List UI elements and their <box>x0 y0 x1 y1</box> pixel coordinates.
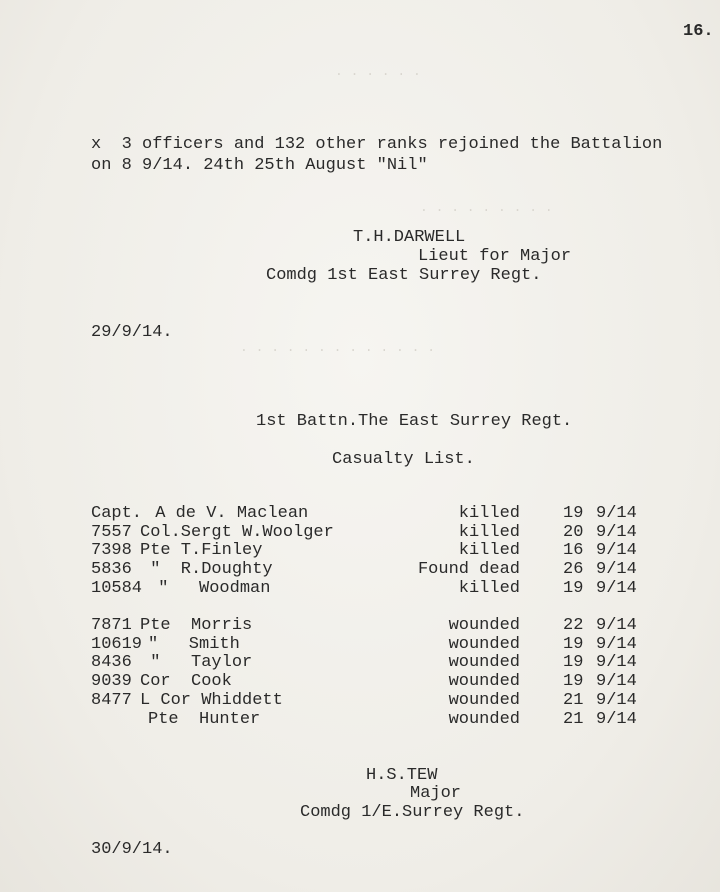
casualty-row <box>0 653 720 672</box>
casualty-row <box>0 504 720 523</box>
casualty-month: 9/14 <box>596 709 637 729</box>
casualty-month: 9/14 <box>596 560 637 580</box>
casualty-month: 9/14 <box>596 504 637 523</box>
service-number: 7557 <box>91 522 132 542</box>
casualty-status: wounded <box>448 690 520 710</box>
casualty-row <box>0 541 720 560</box>
casualty-month: 9/14 <box>596 541 637 561</box>
casualty-row <box>0 710 720 729</box>
casualty-name: " Woodman <box>148 578 271 598</box>
service-number: 7398 <box>91 541 132 561</box>
casualty-day: 20 <box>563 522 584 542</box>
casualty-name: " Taylor <box>140 653 253 673</box>
casualty-status: wounded <box>448 709 520 729</box>
casualty-name: L Cor Whiddett <box>140 690 283 710</box>
casualty-day: 26 <box>563 560 584 580</box>
casualty-row <box>0 579 720 598</box>
casualty-row <box>0 616 720 635</box>
casualty-month: 9/14 <box>596 690 637 710</box>
casualty-month: 9/14 <box>596 634 637 654</box>
casualty-month: 9/14 <box>596 672 637 692</box>
casualty-name: " R.Doughty <box>140 560 273 580</box>
casualty-day: 19 <box>563 634 584 654</box>
casualty-status: wounded <box>448 672 520 692</box>
casualty-name: Pte Morris <box>140 616 253 635</box>
casualty-name: A de V. Maclean <box>145 504 309 523</box>
casualty-row <box>0 523 720 542</box>
casualty-status: killed <box>458 522 520 542</box>
casualty-month: 9/14 <box>596 522 637 542</box>
service-number: 10619 <box>91 634 143 654</box>
casualty-day: 21 <box>563 690 584 710</box>
casualty-day: 22 <box>563 616 584 635</box>
signature-name: H.S.TEW <box>366 766 438 785</box>
signature-rank: Major <box>410 784 462 803</box>
casualty-day: 19 <box>563 653 584 673</box>
casualty-name: Col.Sergt W.Woolger <box>140 522 334 542</box>
casualty-status: wounded <box>448 616 520 635</box>
bleed-through-mark: . . . . . . <box>335 64 421 79</box>
service-number: 9039 <box>91 672 132 692</box>
casualty-row <box>0 672 720 691</box>
bleed-through-mark: . . . . . . . . . <box>420 200 553 215</box>
service-number: 8477 <box>91 690 132 710</box>
page-number: 16. <box>683 22 714 41</box>
casualty-day: 16 <box>563 541 584 561</box>
casualty-day: 19 <box>563 672 584 692</box>
casualty-month: 9/14 <box>596 578 637 598</box>
casualty-row <box>0 635 720 654</box>
signature-command: Comdg 1/E.Surrey Regt. <box>300 803 525 822</box>
date-1: 29/9/14. <box>91 323 173 342</box>
date-2: 30/9/14. <box>91 840 173 859</box>
casualty-month: 9/14 <box>596 616 637 635</box>
service-number: Capt. <box>91 504 143 523</box>
casualty-day: 19 <box>563 578 584 598</box>
signature-command: Comdg 1st East Surrey Regt. <box>266 266 542 285</box>
casualty-status: Found dead <box>417 560 520 580</box>
signature-name: T.H.DARWELL <box>353 228 466 247</box>
casualty-day: 19 <box>563 504 584 523</box>
note-line-1: x 3 officers and 132 other ranks rejoined the Battalion <box>91 135 663 154</box>
service-number: 7871 <box>91 616 132 635</box>
bleed-through-mark: . . . . . . . . . . . . . <box>240 340 436 355</box>
casualty-day: 21 <box>563 709 584 729</box>
service-number: 10584 <box>91 578 143 598</box>
list-title: Casualty List. <box>332 450 475 469</box>
casualty-name: Pte Hunter <box>148 709 261 729</box>
casualty-row <box>0 691 720 710</box>
unit-heading: 1st Battn.The East Surrey Regt. <box>256 412 573 431</box>
signature-rank: Lieut for Major <box>418 247 572 266</box>
casualty-status: killed <box>458 578 520 598</box>
service-number: 8436 <box>91 653 132 673</box>
note-line-2: on 8 9/14. 24th 25th August "Nil" <box>91 156 428 175</box>
service-number: 5836 <box>91 560 132 580</box>
casualty-status: wounded <box>448 653 520 673</box>
casualty-status: wounded <box>448 634 520 654</box>
casualty-month: 9/14 <box>596 653 637 673</box>
casualty-name: Cor Cook <box>140 672 232 692</box>
casualty-status: killed <box>458 541 520 561</box>
casualty-status: killed <box>458 504 520 523</box>
casualty-name: " Smith <box>148 634 240 654</box>
casualty-row <box>0 560 720 579</box>
casualty-name: Pte T.Finley <box>140 541 263 561</box>
